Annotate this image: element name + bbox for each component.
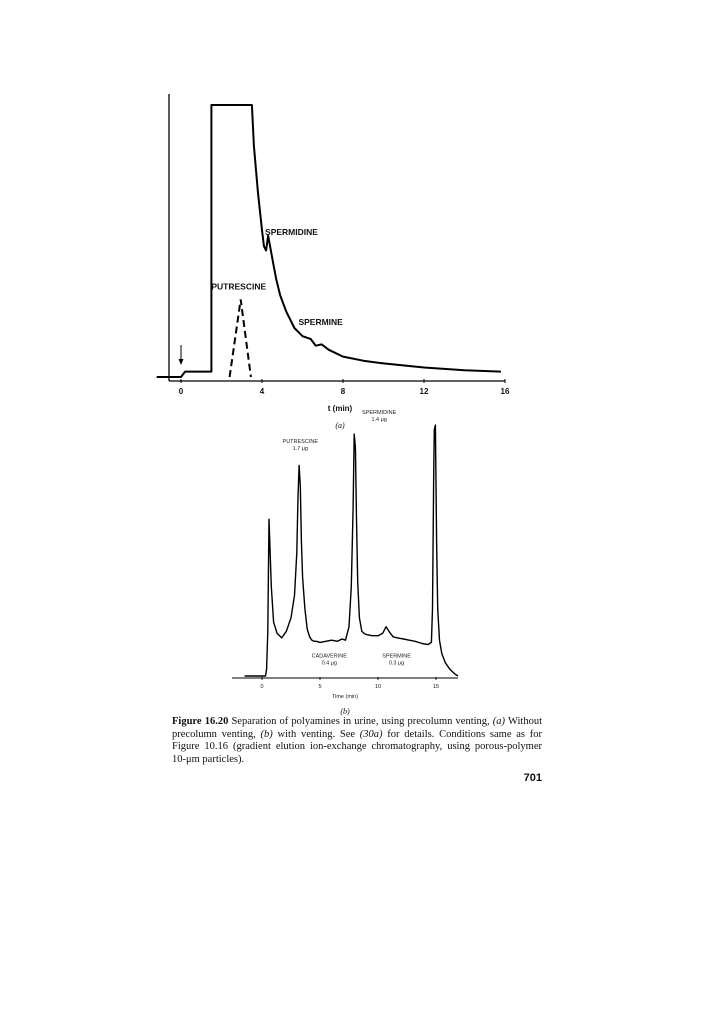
chart-a-trace-solid [157, 105, 501, 377]
chart-a-trace-dashed [230, 300, 251, 378]
chart-a-tick-label: 16 [500, 387, 510, 396]
caption-text-1: Separation of polyamines in urine, using precolumn venting, [228, 716, 493, 727]
chromatogram-a [157, 94, 510, 430]
caption-em-a: (a) [492, 716, 506, 727]
chart-a-sublabel: (a) [335, 421, 345, 430]
chart-b-peak-label: 1.4 μg [371, 417, 387, 424]
chart-b-peak-label: SPERMINE [382, 653, 411, 660]
chart-b-trace [245, 425, 458, 676]
chart-b-tick-label: 10 [374, 684, 382, 690]
chart-a-tick-label: 4 [259, 387, 265, 396]
chart-a-tick-label: 8 [340, 387, 346, 396]
chart-a-peak-label: SPERMIDINE [265, 227, 318, 237]
chart-b-peak-label: CADAVERINE [311, 653, 347, 660]
page-number: 701 [523, 772, 542, 784]
injection-arrow-head [179, 359, 184, 365]
chart-b-sublabel: (b) [340, 707, 350, 716]
chart-b-peak-label: 1.7 μg [292, 446, 308, 453]
caption-text-2: Without precolumn venting, [172, 716, 542, 740]
chart-b-peak-label: PUTRESCINE [282, 439, 319, 446]
chart-b-tick-label: 0 [260, 684, 264, 690]
caption-em-b: (b) [260, 728, 273, 740]
chromatogram-b [232, 410, 458, 716]
chart-b-peak-label: SPERMIDINE [362, 410, 397, 417]
chart-b-peak-label: 0.4 μg [321, 660, 337, 667]
chart-a-peak-label: SPERMINE [298, 316, 343, 327]
chart-a-tick-label: 12 [419, 387, 429, 396]
chart-a-peak-label: PUTRESCINE [211, 281, 267, 292]
chart-b-peak-label: 0.3 μg [388, 660, 405, 667]
chart-a-x-axis-label: t (min) [327, 404, 353, 413]
chart-a-tick-label: 0 [178, 387, 184, 396]
chart-b-x-axis-label: Time (min) [331, 694, 359, 700]
figure-caption [172, 716, 542, 766]
figure-number: Figure 16.20 [172, 716, 229, 727]
chart-b-tick-label: 15 [432, 684, 440, 690]
caption-text-4: for details. Conditions same as for Figure 10.16 (gradient elution ion-exchange chromatography, using porous-polymer 10-μm particles). [172, 728, 543, 765]
chart-b-tick-label: 5 [318, 684, 322, 690]
caption-text-3: with venting. See [272, 728, 360, 740]
caption-em-ref: (30a) [359, 728, 383, 740]
